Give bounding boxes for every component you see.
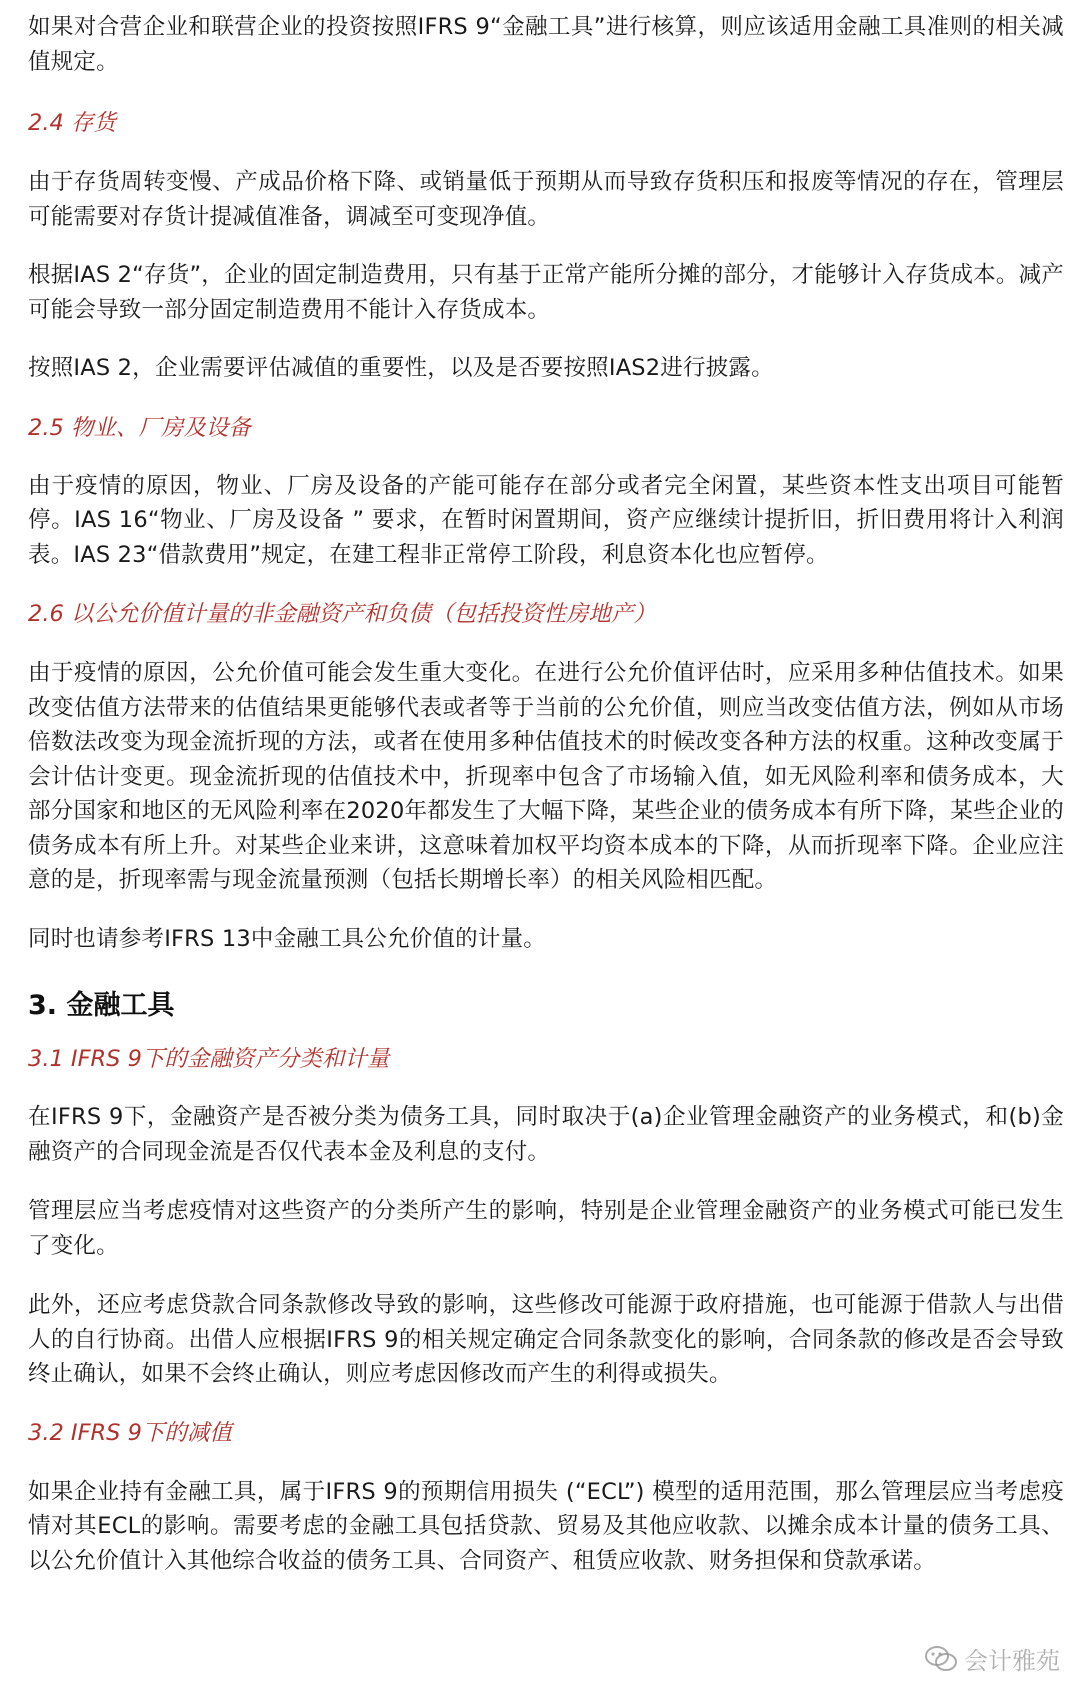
subheading-impairment: 3.2 IFRS 9下的减值 bbox=[28, 1419, 232, 1446]
subheading-inventory: 2.4 存货 bbox=[28, 110, 116, 136]
paragraph-classification-1: 在IFRS 9下，金融资产是否被分类为债务工具，同时取决于(a)企业管理金融资产的业务模式，和(b)金融资产的合同现金流是否仅代表本金及利息的支付。 bbox=[28, 1104, 1064, 1165]
paragraph-fair-value-1: 由于疫情的原因，公允价值可能会发生重大变化。在进行公允价值评估时，应采用多种估值技术。如果改变估值方法带来的估值结果更能够代表或者等于当前的公允价值，则应当改变估值方法，例如从市场倍数法改变为现金流折现的方法，或者在使用多种估值技术的时候改变各种方法的权重。这种改变属于会计估计变更。现金流折现的估值技术中，折现率中包含了市场输入值，如无风险利率和债务成本，大部分国家和地区的无风险利率在2020年都发生了大幅下降，某些企业的债务成本有所下降，某些企业的债务成本有所上升。对某些企业来讲，这意味着加权平均资本成本的下降，从而折现率下降。企业应注意的是，折现率需与现金流量预测（包括长期增长率）的相关风险相匹配。 bbox=[28, 660, 1064, 893]
watermark-text: 会计雅苑 bbox=[964, 1647, 1060, 1675]
watermark bbox=[924, 1641, 1060, 1676]
paragraph-impairment: 如果企业持有金融工具，属于IFRS 9的预期信用损失 (“ECL”) 模型的适用范围，那么管理层应当考虑疫情对其ECL的影响。需要考虑的金融工具包括贷款、贸易及其他应收款、以摊余成本计量的债务工具、以公允价值计入其他综合收益的债务工具、合同资产、租赁应收款、财务担保和贷款承诺。 bbox=[28, 1478, 1064, 1574]
paragraph-fair-value-2: 同时也请参考IFRS 13中金融工具公允价值的计量。 bbox=[28, 925, 546, 952]
paragraph-inventory-2: 根据IAS 2“存货”，企业的固定制造费用，只有基于正常产能所分摊的部分，才能够计入存货成本。减产可能会导致一部分固定制造费用不能计入存货成本。 bbox=[28, 262, 1064, 323]
paragraph-classification-2: 管理层应当考虑疫情对这些资产的分类所产生的影响，特别是企业管理金融资产的业务模式可能已发生了变化。 bbox=[28, 1198, 1064, 1259]
paragraph-inventory-1: 由于存货周转变慢、产成品价格下降、或销量低于预期从而导致存货积压和报废等情况的存在，管理层可能需要对存货计提减值准备，调减至可变现净值。 bbox=[28, 169, 1064, 230]
section-title-financial-instruments: 3. 金融工具 bbox=[28, 990, 175, 1021]
subheading-fair-value: 2.6 以公允价值计量的非金融资产和负债（包括投资性房地产） bbox=[28, 601, 656, 627]
paragraph-inventory-3: 按照IAS 2，企业需要评估减值的重要性，以及是否要按照IAS2进行披露。 bbox=[28, 355, 774, 381]
subheading-classification: 3.1 IFRS 9下的金融资产分类和计量 bbox=[28, 1046, 390, 1072]
paragraph-classification-3: 此外，还应考虑贷款合同条款修改导致的影响，这些修改可能源于政府措施，也可能源于借款人与出借人的自行协商。出借人应根据IFRS 9的相关规定确定合同条款变化的影响，合同条款的修改是否会导致终止确认，如果不会终止确认，则应考虑因修改而产生的利得或损失。 bbox=[28, 1292, 1064, 1387]
article-body bbox=[28, 10, 1064, 1578]
subheading-ppe: 2.5 物业、厂房及设备 bbox=[28, 414, 251, 441]
paragraph-ppe: 由于疫情的原因，物业、厂房及设备的产能可能存在部分或者完全闲置，某些资本性支出项目可能暂停。IAS 16“物业、厂房及设备 ” 要求，在暂时闲置期间，资产应继续计提折旧，折旧费用将计入利润表。IAS 23“借款费用”规定，在建工程非正常停工阶段，利息资本化也应暂停。 bbox=[28, 472, 1064, 568]
wechat-icon bbox=[924, 1645, 958, 1673]
paragraph-jv-impairment: 如果对合营企业和联营企业的投资按照IFRS 9“金融工具”进行核算，则应该适用金融工具准则的相关减值规定。 bbox=[28, 14, 1064, 75]
